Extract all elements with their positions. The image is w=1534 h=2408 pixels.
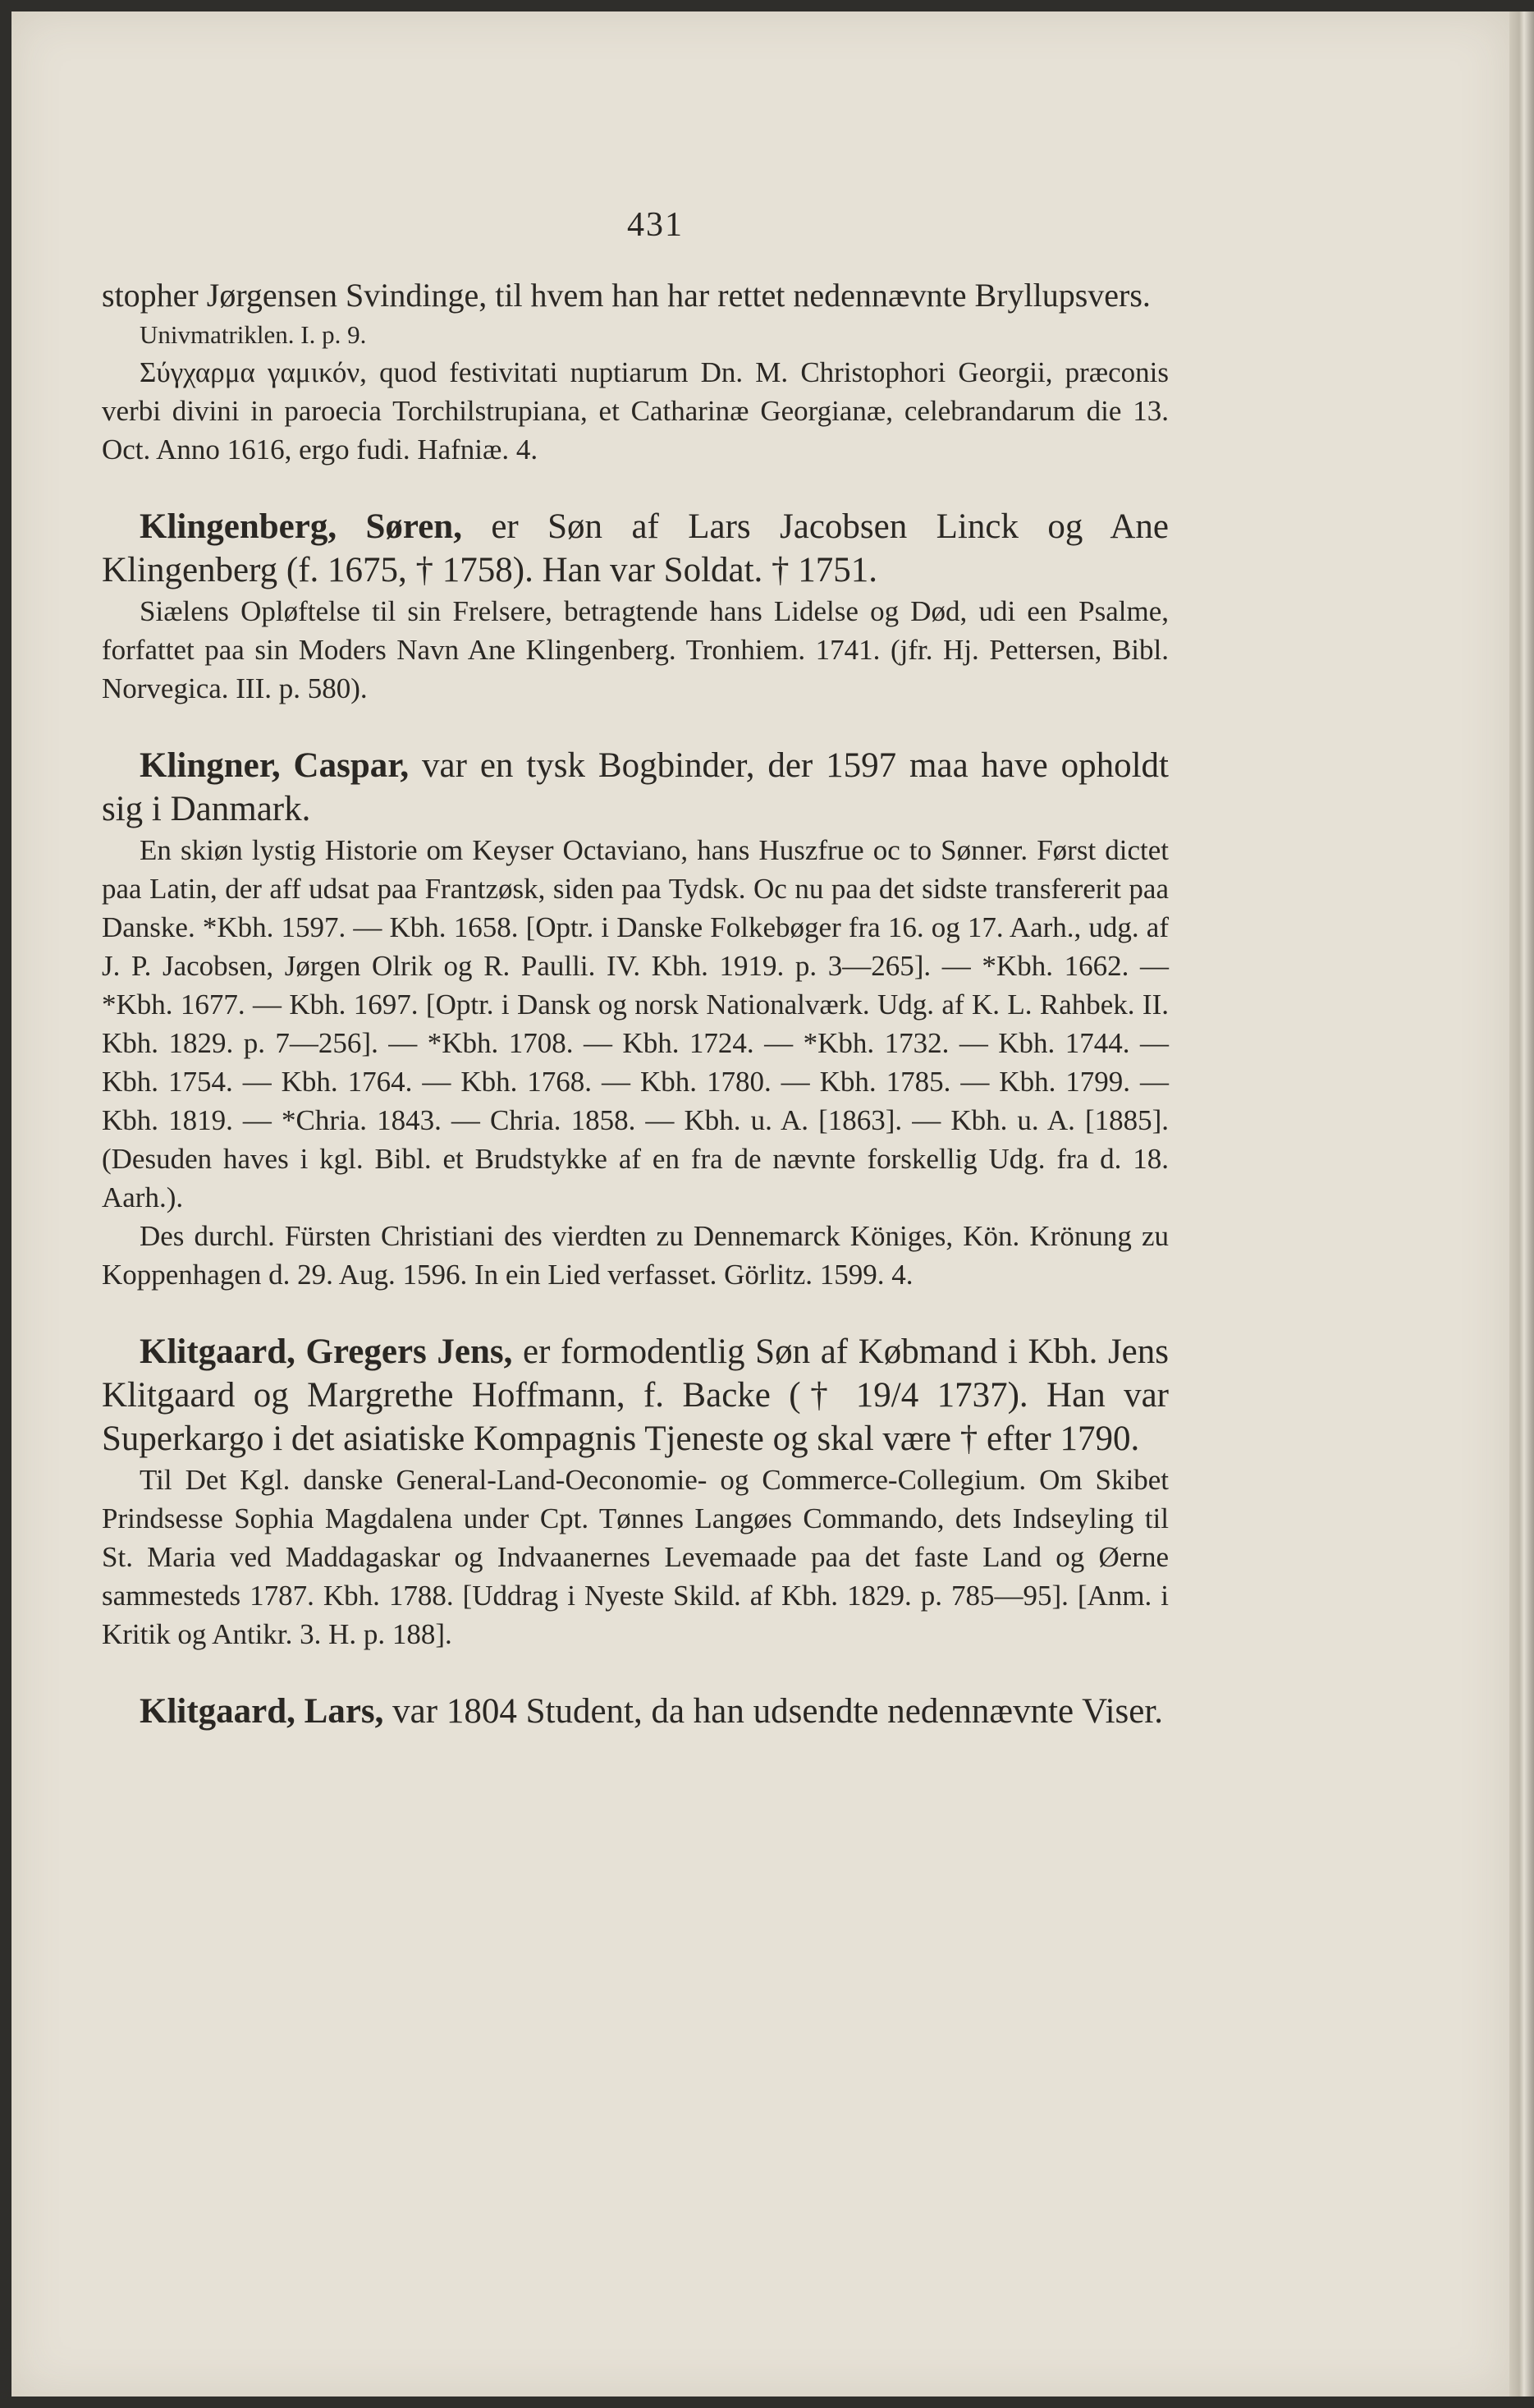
- page-number: 431: [627, 206, 684, 244]
- entry-klitgaard-lars: [102, 1690, 1169, 1733]
- entry-bio: var en tysk Bogbinder, der 1597 maa have opholdt sig i Danmark.: [102, 746, 1170, 828]
- entry-bio: er formodentlig Søn af Købmand i Kbh. Jens Klitgaard og Margrethe Hoffmann, f. Backe († 19/4 1737). Han var Superkargo i det asiatiske Kompagnis Tjeneste og skal være † efter 1790.: [102, 1332, 1170, 1458]
- entry-heading: [102, 744, 1169, 831]
- entry-continuation-reference: Univmatriklen. I. p. 9.: [140, 320, 367, 349]
- entry-name: Klingenberg, Søren,: [140, 507, 462, 546]
- page-edge: [1509, 11, 1534, 2397]
- entry-work: Til Det Kgl. danske General-Land-Oeconomie- og Commerce-Collegium. Om Skibet Prindsesse Sophia Magdalena under Cpt. Tønnes Langøes Commando, dets Indseyling til St. Maria ved Maddagaskar og Indvaanernes Levemaade paa det faste Land og Øerne sammesteds 1787. Kbh. 1788. [Uddrag i Nyeste Skild. af Kbh. 1829. p. 785—95]. [Anm. i Kritik og Antikr. 3. H. p. 188].: [102, 1464, 1169, 1650]
- entry-klingner: [102, 744, 1169, 1294]
- book-page: [11, 11, 1509, 2397]
- entry-name: Klitgaard, Gregers Jens,: [140, 1332, 513, 1371]
- entry-bio: er Søn af Lars Jacobsen Linck og Ane Klingenberg (f. 1675, † 1758). Han var Soldat. † 1751.: [102, 507, 1169, 589]
- entry-heading: [102, 505, 1169, 592]
- entry-klingenberg: [102, 505, 1169, 708]
- entry-klitgaard-gregers: [102, 1330, 1169, 1653]
- entry-bio: var 1804 Student, da han udsendte nedennævnte Viser.: [383, 1692, 1164, 1731]
- entry-continuation-work: Σύγχαρμα γαμικόν, quod festivitati nuptiarum Dn. M. Christophori Georgii, præconis verbi divini in paroecia Torchilstrupiana, et Catharinæ Georgianæ, celebrandarum die 13. Oct. Anno 1616, ergo fudi. Hafniæ. 4.: [102, 356, 1169, 466]
- entry-work: En skiøn lystig Historie om Keyser Octaviano, hans Huszfrue oc to Sønner. Først dictet paa Latin, der aff udsat paa Frantzøsk, siden paa Tydsk. Oc nu paa det sidste transfererit paa Danske. *Kbh. 1597. — Kbh. 1658. [Optr. i Danske Folkebøger fra 16. og 17. Aarh., udg. af J. P. Jacobsen, Jørgen Olrik og R. Paulli. IV. Kbh. 1919. p. 3—265]. — *Kbh. 1662. — *Kbh. 1677. — Kbh. 1697. [Optr. i Dansk og norsk Nationalværk. Udg. af K. L. Rahbek. II. Kbh. 1829. p. 7—256]. — *Kbh. 1708. — Kbh. 1724. — *Kbh. 1732. — Kbh. 1744. — Kbh. 1754. — Kbh. 1764. — Kbh. 1768. — Kbh. 1780. — Kbh. 1785. — Kbh. 1799. — Kbh. 1819. — *Chria. 1843. — Chria. 1858. — Kbh. u. A. [1863]. — Kbh. u. A. [1885]. (Desuden haves i kgl. Bibl. et Brudstykke af en fra de nævnte forskellig Udg. fra d. 18. Aarh.).: [102, 834, 1169, 1213]
- entry-work: Siælens Opløftelse til sin Frelsere, betragtende hans Lidelse og Død, udi een Psalme, forfattet paa sin Moders Navn Ane Klingenberg. Tronhiem. 1741. (jfr. Hj. Pettersen, Bibl. Norvegica. III. p. 580).: [102, 595, 1169, 704]
- entry-work: Des durchl. Fürsten Christiani des vierdten zu Dennemarck Königes, Kön. Krönung zu Koppenhagen d. 29. Aug. 1596. In ein Lied verfasset. Görlitz. 1599. 4.: [102, 1220, 1169, 1291]
- entry-name: Klitgaard, Lars,: [140, 1692, 384, 1731]
- entry-continuation: [102, 274, 1169, 469]
- entry-heading: [102, 1330, 1169, 1461]
- entry-heading: [102, 1690, 1169, 1733]
- entry-name: Klingner, Caspar,: [140, 746, 410, 785]
- page-text: [102, 274, 1169, 1733]
- entry-continuation-heading: stopher Jørgensen Svindinge, til hvem han har rettet nedennævnte Bryllupsvers.: [102, 277, 1151, 314]
